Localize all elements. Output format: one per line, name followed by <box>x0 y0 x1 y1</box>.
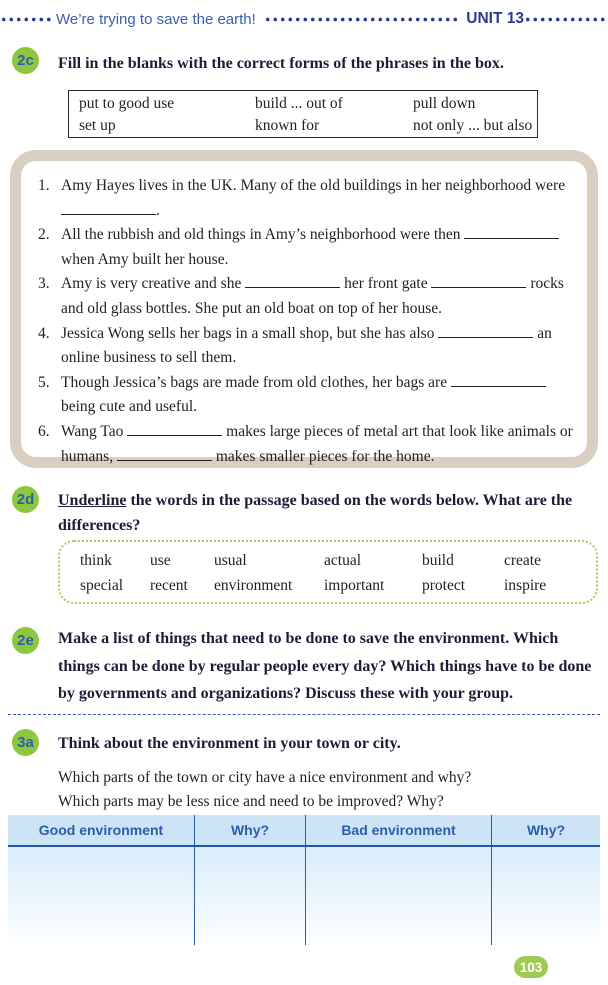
phrase-column <box>413 93 537 137</box>
blank-line <box>464 226 559 239</box>
section-divider <box>8 714 600 715</box>
word-item: build <box>422 552 454 569</box>
phrase-item: not only ... but also <box>413 117 533 134</box>
unit-label: UNIT 13 <box>466 10 524 27</box>
table-cell-why-2 <box>492 847 600 945</box>
section-badge-2e: 2e <box>12 627 39 654</box>
blank-line <box>451 374 546 387</box>
blank-line <box>431 275 526 288</box>
sentence-number: 6. <box>38 422 50 440</box>
instruction-2d <box>58 488 600 538</box>
sentence-number: 1. <box>38 177 50 194</box>
word-item: protect <box>422 577 466 594</box>
table-header-cell: Good environment <box>8 815 195 845</box>
sentence-text: Amy Hayes lives in the UK. Many of the old buildings in her neighborhood were . <box>61 177 566 219</box>
word-item: create <box>504 552 541 569</box>
blank-line <box>117 448 212 461</box>
phrase-item: build ... out of <box>255 95 343 112</box>
blank-line <box>245 275 340 288</box>
header-dots-left <box>0 17 52 22</box>
table-header-cell: Why? <box>526 822 566 838</box>
sentence-item <box>38 174 579 223</box>
sentence-number: 4. <box>38 324 50 342</box>
table-body-row <box>8 847 600 945</box>
sentence-number: 5. <box>38 373 50 391</box>
page-header <box>0 9 608 29</box>
word-item: usual <box>214 552 247 569</box>
table-header-cell: Why? <box>195 815 306 845</box>
sentence-item <box>38 371 579 420</box>
word-item: important <box>324 577 385 594</box>
header-dots-middle <box>264 17 458 22</box>
instruction-2d-underlined-word: Underline <box>58 492 127 509</box>
phrase-column <box>255 93 413 137</box>
environment-table <box>8 815 600 945</box>
word-item: recent <box>150 577 188 594</box>
instruction-2c: Fill in the blanks with the correct forms of the phrases in the box. <box>58 55 504 72</box>
word-item: use <box>150 552 171 569</box>
phrase-column <box>79 93 255 137</box>
phrase-item: pull down <box>413 95 476 112</box>
blank-line <box>438 325 533 338</box>
word-item: special <box>80 577 124 594</box>
word-item: environment <box>214 577 293 594</box>
instruction-3a: Think about the environment in your town or city. <box>58 735 401 752</box>
table-header-row <box>8 815 600 847</box>
sentence-number: 2. <box>38 226 50 244</box>
blank-line <box>61 202 156 215</box>
phrase-item: known for <box>255 117 320 134</box>
phrase-box <box>68 90 538 138</box>
word-row <box>80 548 596 573</box>
table-cell-good-environment <box>8 847 195 945</box>
header-dots-right <box>524 17 608 22</box>
sentence-text: Jessica Wong sells her bags in a small shop, but she has also an online business to sell them. <box>61 324 552 367</box>
sentence-text: Though Jessica’s bags are made from old clothes, her bags are being cute and useful. <box>61 371 579 420</box>
word-item: inspire <box>504 577 547 594</box>
word-row <box>80 573 596 598</box>
table-header-cell: Bad environment <box>306 815 492 845</box>
sentence-item <box>38 223 579 272</box>
section-badge-3a: 3a <box>12 729 39 756</box>
sentence-list <box>38 174 579 469</box>
section-badge-2c: 2c <box>12 47 39 74</box>
word-item: actual <box>324 552 362 569</box>
sentence-number: 3. <box>38 275 50 293</box>
sentence-text: Wang Tao makes large pieces of metal art that look like animals or humans, makes smaller pieces for the home. <box>61 422 573 465</box>
sentence-text: All the rubbish and old things in Amy’s neighborhood were then when Amy built her house. <box>61 223 579 272</box>
sentence-item <box>38 272 579 321</box>
instruction-2e: Make a list of things that need to be done to save the environment. Which things can be done by regular people every day? Which things have to be done by governments and organizations? Discuss these with your group. <box>58 630 592 702</box>
blank-line <box>127 423 222 436</box>
sentence-text: Amy is very creative and she her front gate rocks and old glass bottles. She put an old boat on top of her house. <box>61 275 564 317</box>
phrase-item: set up <box>79 117 116 134</box>
sentence-item <box>38 322 579 371</box>
page-number-badge: 103 <box>514 956 548 978</box>
question-line: Which parts may be less nice and need to be improved? Why? <box>58 793 444 810</box>
exercise-box <box>10 150 598 468</box>
table-cell-bad-environment <box>306 847 492 945</box>
section-badge-2d: 2d <box>12 486 39 513</box>
word-item: think <box>80 552 112 569</box>
sentence-item <box>38 420 579 469</box>
word-box <box>58 540 598 604</box>
table-cell-why-1 <box>195 847 306 945</box>
question-lines <box>58 766 471 814</box>
question-line: Which parts of the town or city have a nice environment and why? <box>58 769 472 786</box>
instruction-2d-rest: the words in the passage based on the words below. What are the differences? <box>58 492 573 534</box>
phrase-item: put to good use <box>79 95 175 112</box>
page-title: We’re trying to save the earth! <box>56 10 256 28</box>
